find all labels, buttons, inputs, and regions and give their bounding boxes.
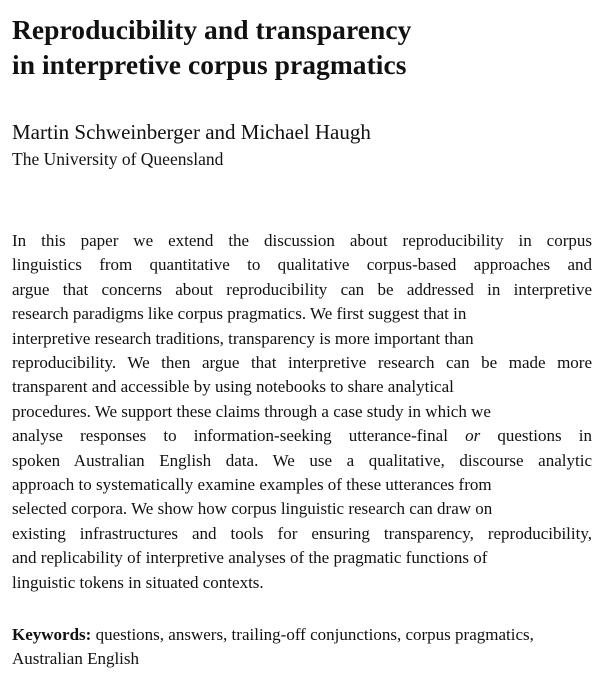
abstract-line: existing infrastructures and tools for ensuring transparency, reproducibility, (12, 523, 592, 543)
title-line: in interpretive corpus pragmatics (12, 49, 407, 80)
abstract-line: selected corpora. We show how corpus linguistic research can draw on (12, 499, 493, 519)
keywords-label: Keywords: (12, 625, 92, 644)
abstract-line: research paradigms like corpus pragmatics. We first suggest that in (12, 304, 467, 324)
abstract-line: and replicability of interpretive analyses of the pragmatic functions of (12, 548, 488, 568)
abstract-line: reproducibility. We then argue that interpretive research can be made more (12, 353, 592, 373)
abstract-line: linguistic tokens in situated contexts. (12, 572, 264, 592)
abstract-line-with-emphasis (12, 424, 592, 448)
abstract-text: questions in (480, 426, 592, 446)
author-list: Martin Schweinberger and Michael Haugh (12, 120, 371, 144)
abstract-line: spoken Australian English data. We use a qualitative, discourse analytic (12, 450, 592, 470)
abstract-line: linguistics from quantitative to qualitative corpus-based approaches and (12, 255, 592, 275)
abstract-text: analyse responses to information-seeking utterance-final (12, 426, 466, 446)
abstract (12, 229, 592, 595)
affiliation: The University of Queensland (12, 149, 224, 169)
keywords-text: questions, answers, trailing-off conjunctions, corpus pragmatics, (91, 625, 534, 644)
paper-title (12, 12, 592, 82)
title-line: Reproducibility and transparency (12, 14, 412, 45)
abstract-line: transparent and accessible by using notebooks to share analytical (12, 377, 454, 397)
abstract-line: In this paper we extend the discussion about reproducibility in corpus (12, 231, 592, 250)
keywords (12, 623, 592, 672)
abstract-line: approach to systematically examine examples of these utterances from (12, 475, 492, 495)
keywords-line (12, 623, 592, 647)
keywords-line: Australian English (12, 649, 140, 669)
abstract-line: procedures. We support these claims through a case study in which we (12, 401, 491, 421)
abstract-line: interpretive research traditions, transparency is more important than (12, 328, 474, 348)
abstract-line: argue that concerns about reproducibility can be addressed in interpretive (12, 279, 592, 299)
emphasized-or: or (465, 426, 481, 446)
